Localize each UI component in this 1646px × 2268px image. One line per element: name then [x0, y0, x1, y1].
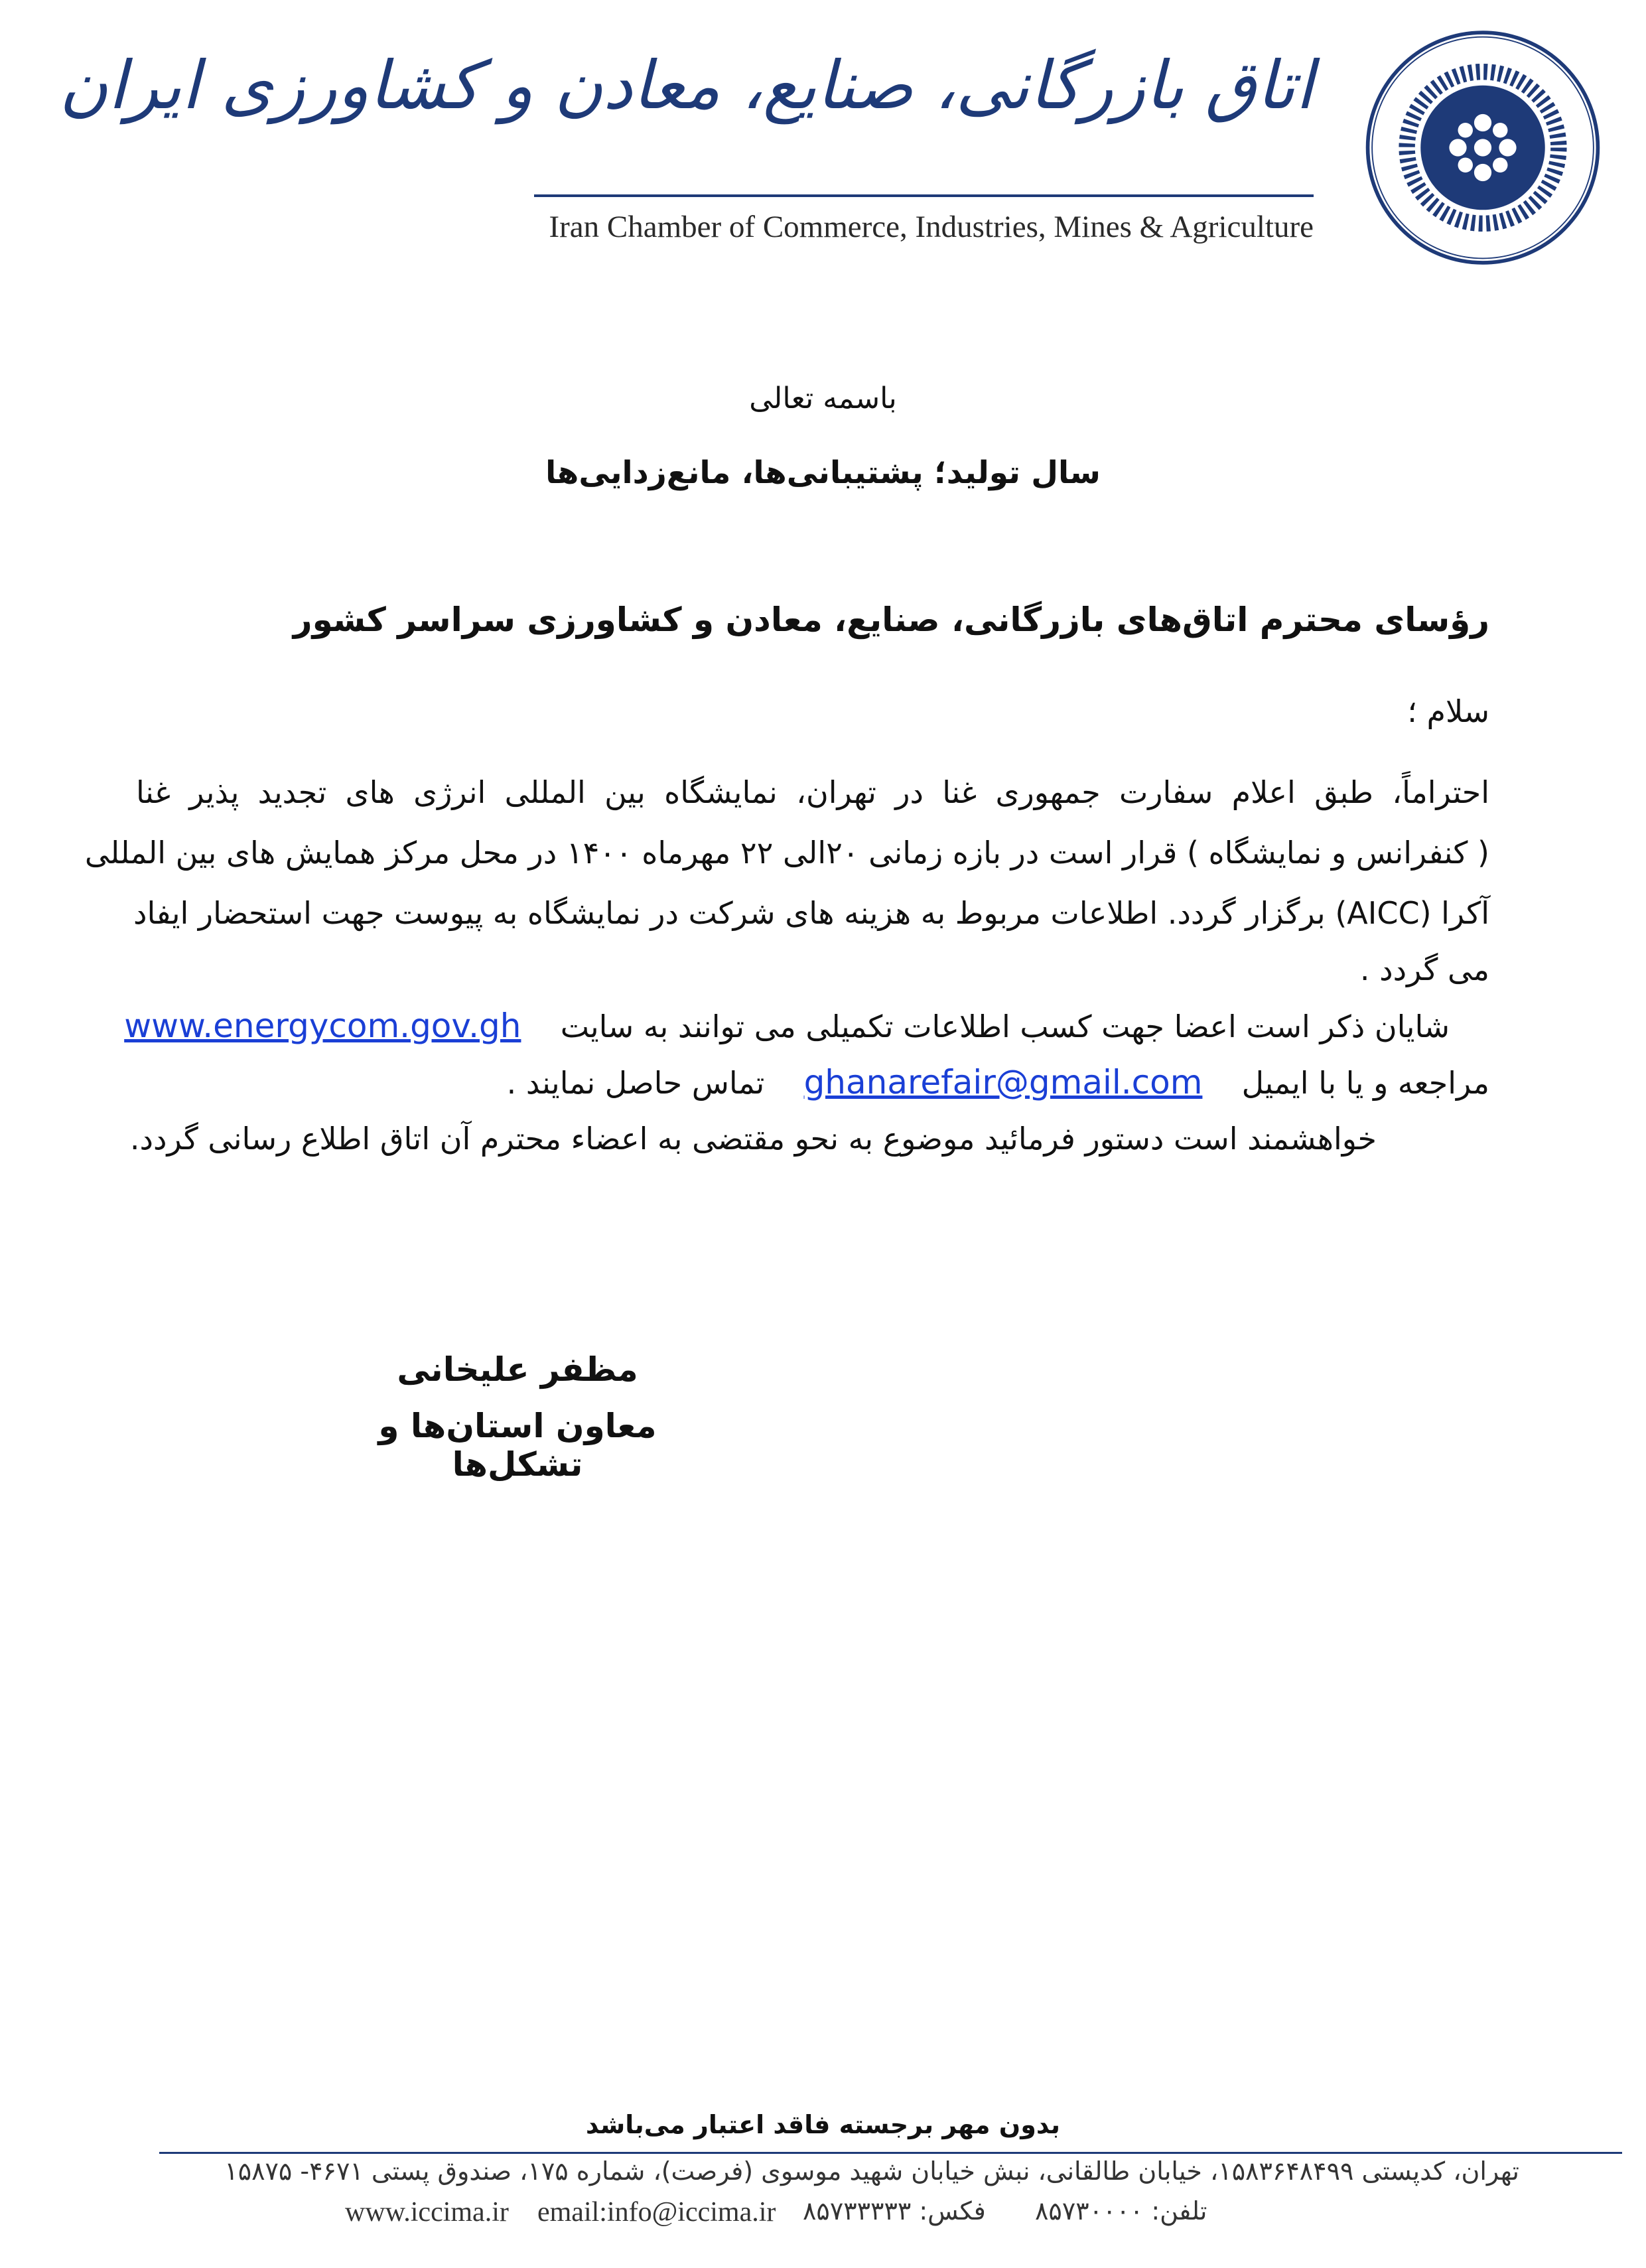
header-divider [534, 194, 1314, 197]
paragraph-line: ( کنفرانس و نمایشگاه ) قرار است در بازه زمانی ۲۰الی ۲۲ مهرماه ۱۴۰۰ در محل مرکز همایش های بین المللی [84, 835, 1489, 871]
website-text: شایان ذکر است اعضا جهت کسب اطلاعات تکمیلی می توانند به سایت [560, 1009, 1450, 1044]
footer-contact [345, 2196, 1526, 2236]
chamber-emblem-logo [1353, 23, 1612, 272]
invocation: باسمه تعالی [749, 382, 897, 415]
signatory-name: مظفر علیخانی [397, 1350, 638, 1389]
footer-fax: فکس: ۸۵۷۳۳۳۳۳ [803, 2196, 986, 2226]
footer-website[interactable]: www.iccima.ir [345, 2197, 509, 2228]
website-link[interactable]: www.energycom.gov.gh [124, 1007, 521, 1045]
recipient-heading: رؤسای محترم اتاق‌های بازرگانی، صنایع، معادن و کشاورزی سراسر کشور [293, 601, 1489, 639]
closing-line: خواهشمند است دستور فرمائید موضوع به نحو مقتضی به اعضاء محترم آن اتاق اطلاع رسانی گردد. [129, 1121, 1377, 1157]
footer-address: تهران، کدپستی ۱۵۸۳۶۴۸۴۹۹، خیابان طالقانی، نبش خیابان شهید موسوی (فرصت)، شماره ۱۷۵، صندوق پستی ۴۶۷۱- ۱۵۸۷۵ [224, 2157, 1519, 2186]
email-text-before: مراجعه و یا با ایمیل [1241, 1065, 1489, 1101]
validity-note: بدون مهر برجسته فاقد اعتبار می‌باشد [585, 2110, 1061, 2139]
footer-divider [159, 2152, 1622, 2154]
org-name-english: Iran Chamber of Commerce, Industries, Mines & Agriculture [549, 210, 1314, 244]
footer-phone: تلفن: ۸۵۷۳۰۰۰۰ [1035, 2196, 1207, 2226]
year-slogan: سال تولید؛ پشتیبانی‌ها، مانع‌زدایی‌ها [545, 455, 1101, 491]
email-text-after: تماس حاصل نمایند . [506, 1065, 765, 1101]
paragraph-line: احتراماً، طبق اعلام سفارت جمهوری غنا در تهران، نمایشگاه بین المللی انرژی های تجدید پذیر غنا [136, 774, 1489, 810]
org-name-persian: اتاق بازرگانی، صنایع، معادن و کشاورزی ایران [59, 46, 1314, 124]
email-line [136, 1062, 1489, 1103]
email-link[interactable]: ghanarefair@gmail.com [803, 1063, 1203, 1101]
footer-email[interactable]: email:info@iccima.ir [537, 2197, 776, 2228]
salutation: سلام ؛ [1407, 693, 1489, 729]
paragraph-line: می گردد . [1359, 952, 1489, 987]
signatory-title: معاون استان‌ها و تشکل‌ها [378, 1407, 657, 1484]
paragraph-line: آکرا (AICC) برگزار گردد. اطلاعات مربوط به هزینه های شرکت در نمایشگاه به پیوست جهت استحضار ایفاد [133, 895, 1489, 931]
website-line [124, 1005, 1489, 1047]
